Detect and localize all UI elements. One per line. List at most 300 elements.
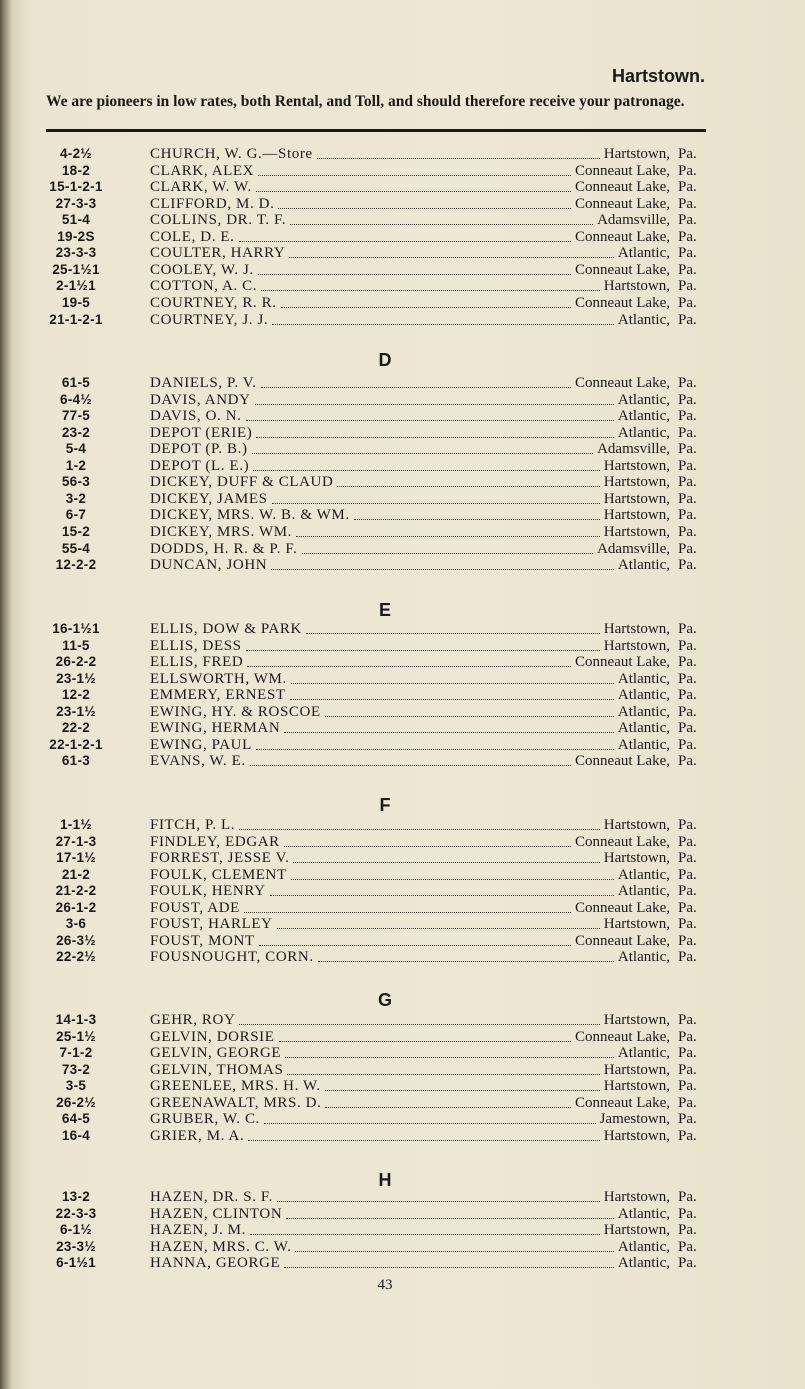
- dot-leader: [255, 392, 614, 405]
- list-item: [0, 1111, 805, 1128]
- state-abbr: Pa.: [678, 212, 697, 229]
- list-item: [0, 671, 805, 688]
- dot-leader: [278, 196, 571, 209]
- town-name: Conneaut Lake,: [575, 162, 670, 179]
- dot-leader: [264, 1111, 596, 1124]
- state-abbr: Pa.: [678, 850, 697, 867]
- town-name: Conneaut Lake,: [575, 753, 670, 770]
- town-name: Hartstown,: [603, 1127, 670, 1144]
- entry-line: [150, 753, 670, 770]
- entry-line: [150, 196, 670, 213]
- phone-code: 1-2: [65, 457, 87, 473]
- state-abbr: Pa.: [678, 866, 697, 883]
- town-name: Hartstown,: [603, 457, 670, 474]
- dot-leader: [317, 146, 600, 159]
- phone-code: 23-1½: [56, 703, 96, 719]
- entry-line: [150, 458, 670, 475]
- list-item: [0, 1095, 805, 1112]
- phone-code: 3-2: [65, 490, 87, 506]
- town-name: Hartstown,: [603, 507, 670, 524]
- state-abbr: Pa.: [678, 637, 697, 654]
- state-abbr: Pa.: [678, 1255, 697, 1272]
- state-abbr: Pa.: [678, 670, 697, 687]
- entry-line: [150, 1111, 670, 1128]
- town-name: Atlantic,: [617, 424, 670, 441]
- list-item: [0, 507, 805, 524]
- town-name: Atlantic,: [617, 245, 670, 262]
- state-abbr: Pa.: [678, 311, 697, 328]
- entry-line: [150, 817, 670, 834]
- town-name: Atlantic,: [617, 408, 670, 425]
- list-item: [0, 720, 805, 737]
- phone-code: 77-5: [61, 408, 91, 424]
- phone-code: 22-2: [61, 720, 91, 736]
- list-item: [0, 146, 805, 163]
- entry-line: [150, 949, 670, 966]
- town-name: Hartstown,: [603, 817, 670, 833]
- dot-leader: [306, 621, 600, 634]
- state-abbr: Pa.: [678, 195, 697, 212]
- state-abbr: Pa.: [678, 687, 697, 704]
- entry-line: [150, 541, 670, 558]
- dot-leader: [325, 704, 614, 717]
- entry-line: [150, 671, 670, 688]
- state-abbr: Pa.: [678, 457, 697, 474]
- entry-line: [150, 638, 670, 655]
- state-abbr: Pa.: [678, 1238, 697, 1255]
- subscriber-name: HAZEN, MRS. C. W.: [150, 1238, 292, 1255]
- entry-line: [150, 654, 670, 671]
- town-name: Atlantic,: [617, 883, 670, 900]
- phone-code: 21-2: [61, 866, 91, 882]
- entry-line: [150, 212, 670, 229]
- entry-line: [150, 507, 670, 524]
- entry-line: [150, 179, 670, 196]
- subscriber-name: EWING, HY. & ROSCOE: [150, 703, 321, 720]
- state-abbr: Pa.: [678, 1028, 697, 1045]
- phone-code: 56-3: [61, 474, 91, 490]
- phone-code: 22-1-2-1: [49, 736, 103, 752]
- dot-leader: [261, 278, 600, 291]
- town-name: Hartstown,: [603, 621, 670, 637]
- dot-leader: [272, 491, 600, 504]
- dot-leader: [253, 458, 600, 471]
- state-abbr: Pa.: [678, 1205, 697, 1222]
- subscriber-name: GELVIN, DORSIE: [150, 1028, 275, 1045]
- dot-leader: [277, 916, 600, 929]
- town-name: Conneaut Lake,: [575, 654, 670, 671]
- subscriber-name: COURTNEY, R. R.: [150, 294, 277, 311]
- list-item: [0, 1239, 805, 1256]
- dot-leader: [256, 179, 571, 192]
- town-name: Conneaut Lake,: [575, 375, 670, 391]
- town-name: Hartstown,: [603, 637, 670, 654]
- state-abbr: Pa.: [678, 736, 697, 753]
- dot-leader: [256, 425, 614, 438]
- dot-leader: [295, 1239, 613, 1252]
- dot-leader: [239, 1012, 599, 1025]
- state-abbr: Pa.: [678, 720, 697, 737]
- phone-code: 26-1-2: [55, 899, 97, 915]
- list-item: [0, 425, 805, 442]
- section-letter-h: H: [378, 1170, 392, 1190]
- entry-line: [150, 867, 670, 884]
- list-item: [0, 229, 805, 246]
- subscriber-name: COLLINS, DR. T. F.: [150, 212, 287, 229]
- phone-code: 13-2: [61, 1189, 91, 1204]
- state-abbr: Pa.: [678, 179, 697, 196]
- state-abbr: Pa.: [678, 817, 697, 833]
- town-name: Hartstown,: [603, 523, 670, 540]
- entry-line: [150, 737, 670, 754]
- subscriber-name: FOUST, ADE: [150, 899, 240, 916]
- list-item: [0, 621, 805, 638]
- list-item: [0, 753, 805, 770]
- state-abbr: Pa.: [678, 1222, 697, 1239]
- entry-line: [150, 916, 670, 933]
- list-item: [0, 1255, 805, 1272]
- dot-leader: [248, 1128, 599, 1141]
- phone-code: 6-1½: [60, 1222, 92, 1238]
- list-item: [0, 458, 805, 475]
- subscriber-name: DICKEY, DUFF & CLAUD: [150, 474, 334, 491]
- state-abbr: Pa.: [678, 474, 697, 491]
- subscriber-name: COURTNEY, J. J.: [150, 311, 269, 328]
- dot-leader: [261, 375, 571, 388]
- list-item: [0, 1128, 805, 1145]
- list-item: [0, 817, 805, 834]
- phone-code: 2-1½1: [56, 278, 96, 294]
- subscriber-name: EWING, PAUL: [150, 736, 252, 753]
- phone-code: 3-6: [65, 916, 87, 932]
- list-item: [0, 654, 805, 671]
- state-abbr: Pa.: [678, 278, 697, 295]
- list-item: [0, 949, 805, 966]
- subscriber-name: HAZEN, J. M.: [150, 1222, 246, 1239]
- subscriber-name: FOUST, HARLEY: [150, 916, 273, 933]
- state-abbr: Pa.: [678, 424, 697, 441]
- state-abbr: Pa.: [678, 703, 697, 720]
- dot-leader: [246, 638, 600, 651]
- list-item: [0, 312, 805, 329]
- phone-code: 19-5: [61, 294, 91, 310]
- subscriber-name: COLE, D. E.: [150, 228, 235, 245]
- town-name: Hartstown,: [603, 1078, 670, 1095]
- list-item: [0, 295, 805, 312]
- town-name: Conneaut Lake,: [575, 261, 670, 278]
- list-item: [0, 524, 805, 541]
- dot-leader: [247, 654, 571, 667]
- entry-line: [150, 1062, 670, 1079]
- subscriber-name: COTTON, A. C.: [150, 278, 258, 295]
- phone-code: 27-3-3: [55, 195, 97, 211]
- subscriber-name: ELLIS, FRED: [150, 654, 244, 671]
- subscriber-name: COULTER, HARRY: [150, 245, 286, 262]
- entry-line: [150, 312, 670, 329]
- town-name: Conneaut Lake,: [575, 1094, 670, 1111]
- state-abbr: Pa.: [678, 1045, 697, 1062]
- subscriber-name: ELLIS, DESS: [150, 637, 242, 654]
- dot-leader: [284, 1255, 614, 1268]
- subscriber-name: FORREST, JESSE V.: [150, 850, 290, 867]
- subscriber-name: GELVIN, GEORGE: [150, 1045, 282, 1062]
- town-name: Adamsville,: [597, 441, 670, 458]
- entry-line: [150, 1239, 670, 1256]
- list-item: [0, 1062, 805, 1079]
- phone-code: 7-1-2: [59, 1045, 93, 1061]
- list-item: [0, 900, 805, 917]
- subscriber-name: CLIFFORD, M. D.: [150, 195, 275, 212]
- town-name: Atlantic,: [617, 391, 670, 408]
- phone-code: 23-2: [61, 424, 91, 440]
- entry-line: [150, 1045, 670, 1062]
- phone-code: 55-4: [61, 540, 91, 556]
- phone-code: 61-5: [61, 375, 91, 390]
- town-name: Conneaut Lake,: [575, 1028, 670, 1045]
- subscriber-name: GELVIN, THOMAS: [150, 1061, 284, 1078]
- list-item: [0, 1189, 805, 1206]
- dot-leader: [256, 737, 614, 750]
- entry-line: [150, 245, 670, 262]
- list-item: [0, 834, 805, 851]
- town-name: Atlantic,: [617, 720, 670, 737]
- list-item: [0, 375, 805, 392]
- entry-line: [150, 146, 670, 163]
- phone-code: 6-4½: [60, 391, 92, 407]
- dot-leader: [281, 295, 571, 308]
- dot-leader: [244, 900, 571, 913]
- dot-leader: [259, 933, 571, 946]
- entry-line: [150, 524, 670, 541]
- list-item: [0, 1012, 805, 1029]
- dot-leader: [284, 834, 571, 847]
- town-name: Conneaut Lake,: [575, 195, 670, 212]
- town-name: Hartstown,: [603, 278, 670, 295]
- phone-code: 14-1-3: [55, 1012, 97, 1027]
- state-abbr: Pa.: [678, 408, 697, 425]
- phone-code: 26-2½: [56, 1094, 96, 1110]
- phone-code: 23-3-3: [55, 245, 97, 261]
- town-name: Atlantic,: [617, 311, 670, 328]
- entry-line: [150, 1095, 670, 1112]
- state-abbr: Pa.: [678, 391, 697, 408]
- entry-line: [150, 474, 670, 491]
- entry-line: [150, 295, 670, 312]
- dot-leader: [239, 817, 600, 830]
- town-name: Hartstown,: [603, 1061, 670, 1078]
- town-name: Conneaut Lake,: [575, 179, 670, 196]
- town-name: Adamsville,: [597, 540, 670, 557]
- phone-code: 21-2-2: [55, 883, 97, 899]
- phone-code: 26-3½: [56, 932, 96, 948]
- state-abbr: Pa.: [678, 557, 697, 574]
- list-item: [0, 441, 805, 458]
- state-abbr: Pa.: [678, 1189, 697, 1205]
- town-name: Hartstown,: [603, 490, 670, 507]
- list-item: [0, 1029, 805, 1046]
- entry-line: [150, 1029, 670, 1046]
- list-item: [0, 704, 805, 721]
- town-name: Adamsville,: [597, 212, 670, 229]
- phone-code: 12-2-2: [55, 557, 97, 573]
- entry-line: [150, 557, 670, 574]
- entry-line: [150, 1078, 670, 1095]
- state-abbr: Pa.: [678, 490, 697, 507]
- town-heading: Hartstown.: [611, 66, 705, 86]
- phone-code: 51-4: [61, 212, 91, 228]
- town-name: Conneaut Lake,: [575, 228, 670, 245]
- subscriber-name: DEPOT (P. B.): [150, 441, 248, 458]
- phone-code: 27-1-3: [55, 833, 97, 849]
- subscriber-name: FOUST, MONT: [150, 932, 255, 949]
- entry-line: [150, 834, 670, 851]
- subscriber-name: FITCH, P. L.: [150, 817, 236, 833]
- subscriber-name: CLARK, W. W.: [150, 179, 252, 196]
- phone-code: 1-1½: [60, 817, 92, 832]
- dot-leader: [250, 753, 571, 766]
- subscriber-name: GEHR, ROY: [150, 1012, 236, 1028]
- entry-line: [150, 933, 670, 950]
- dot-leader: [250, 1222, 600, 1235]
- phone-code: 17-1½: [56, 850, 96, 866]
- state-abbr: Pa.: [678, 753, 697, 770]
- phone-code: 22-2½: [56, 949, 96, 965]
- entry-line: [150, 491, 670, 508]
- dot-leader: [318, 949, 614, 962]
- dot-leader: [258, 262, 571, 275]
- list-item: [0, 392, 805, 409]
- town-name: Hartstown,: [603, 146, 670, 162]
- section-letter-d: D: [378, 350, 392, 370]
- dot-leader: [325, 1078, 600, 1091]
- town-name: Atlantic,: [617, 703, 670, 720]
- subscriber-name: GREENAWALT, MRS. D.: [150, 1094, 322, 1111]
- town-name: Atlantic,: [617, 866, 670, 883]
- list-item: [0, 933, 805, 950]
- dot-leader: [286, 1206, 614, 1219]
- dot-leader: [293, 850, 599, 863]
- subscriber-name: DAVIS, O. N.: [150, 408, 242, 425]
- subscriber-name: DEPOT (L. E.): [150, 457, 250, 474]
- entry-line: [150, 850, 670, 867]
- town-name: Atlantic,: [617, 1045, 670, 1062]
- patronage-note: We are pioneers in low rates, both Rental, and Toll, and should therefore receive your patronage.: [46, 93, 685, 110]
- subscriber-name: FOUSNOUGHT, CORN.: [150, 949, 314, 966]
- phone-code: 25-1½1: [52, 261, 100, 277]
- dot-leader: [289, 245, 614, 258]
- state-abbr: Pa.: [678, 523, 697, 540]
- town-name: Conneaut Lake,: [575, 899, 670, 916]
- entry-line: [150, 883, 670, 900]
- subscriber-name: DICKEY, JAMES: [150, 490, 268, 507]
- entry-line: [150, 1255, 670, 1272]
- town-name: Atlantic,: [617, 557, 670, 574]
- subscriber-name: EWING, HERMAN: [150, 720, 281, 737]
- state-abbr: Pa.: [678, 949, 697, 966]
- dot-leader: [337, 474, 599, 487]
- entry-line: [150, 163, 670, 180]
- list-item: [0, 541, 805, 558]
- section-letter-f: F: [379, 795, 391, 815]
- subscriber-name: HAZEN, DR. S. F.: [150, 1189, 273, 1205]
- phone-code: 16-1½1: [52, 621, 100, 636]
- state-abbr: Pa.: [678, 228, 697, 245]
- town-name: Conneaut Lake,: [575, 932, 670, 949]
- phone-code: 23-1½: [56, 670, 96, 686]
- dot-leader: [325, 1095, 571, 1108]
- entry-line: [150, 408, 670, 425]
- header-rule: [46, 129, 706, 132]
- state-abbr: Pa.: [678, 1094, 697, 1111]
- town-name: Hartstown,: [603, 850, 670, 867]
- phone-code: 5-4: [65, 441, 87, 457]
- entry-line: [150, 425, 670, 442]
- entry-line: [150, 900, 670, 917]
- phone-code: 11-5: [62, 637, 90, 653]
- entry-line: [150, 704, 670, 721]
- state-abbr: Pa.: [678, 1061, 697, 1078]
- state-abbr: Pa.: [678, 932, 697, 949]
- dot-leader: [246, 408, 614, 421]
- dot-leader: [285, 1045, 614, 1058]
- entry-line: [150, 720, 670, 737]
- list-item: [0, 1206, 805, 1223]
- list-item: [0, 1078, 805, 1095]
- state-abbr: Pa.: [678, 245, 697, 262]
- dot-leader: [290, 687, 614, 700]
- list-item: [0, 278, 805, 295]
- town-name: Conneaut Lake,: [575, 294, 670, 311]
- state-abbr: Pa.: [678, 883, 697, 900]
- state-abbr: Pa.: [678, 899, 697, 916]
- phone-code: 16-4: [61, 1127, 91, 1143]
- phone-code: 15-1-2-1: [49, 179, 103, 195]
- state-abbr: Pa.: [678, 375, 697, 391]
- subscriber-name: ELLSWORTH, WM.: [150, 670, 287, 687]
- dot-leader: [302, 541, 594, 554]
- subscriber-name: DICKEY, MRS. WM.: [150, 523, 292, 540]
- entry-line: [150, 1128, 670, 1145]
- state-abbr: Pa.: [678, 540, 697, 557]
- town-name: Hartstown,: [603, 474, 670, 491]
- town-name: Hartstown,: [603, 916, 670, 933]
- entry-line: [150, 441, 670, 458]
- state-abbr: Pa.: [678, 916, 697, 933]
- dot-leader: [296, 524, 600, 537]
- subscriber-name: GRUBER, W. C.: [150, 1111, 260, 1128]
- list-item: [0, 474, 805, 491]
- entry-line: [150, 1012, 670, 1029]
- town-name: Atlantic,: [617, 949, 670, 966]
- state-abbr: Pa.: [678, 1078, 697, 1095]
- dot-leader: [239, 229, 572, 242]
- subscriber-name: FOULK, CLEMENT: [150, 866, 287, 883]
- state-abbr: Pa.: [678, 833, 697, 850]
- list-item: [0, 212, 805, 229]
- phone-code: 64-5: [61, 1111, 91, 1127]
- phone-code: 6-1½1: [56, 1255, 96, 1271]
- subscriber-name: CLARK, ALEX: [150, 162, 255, 179]
- phone-code: 4-2½: [60, 146, 92, 161]
- dot-leader: [291, 867, 614, 880]
- list-item: [0, 867, 805, 884]
- state-abbr: Pa.: [678, 441, 697, 458]
- list-item: [0, 737, 805, 754]
- list-item: [0, 408, 805, 425]
- subscriber-name: DAVIS, ANDY: [150, 391, 251, 408]
- town-name: Hartstown,: [603, 1189, 670, 1205]
- subscriber-name: FINDLEY, EDGAR: [150, 833, 280, 850]
